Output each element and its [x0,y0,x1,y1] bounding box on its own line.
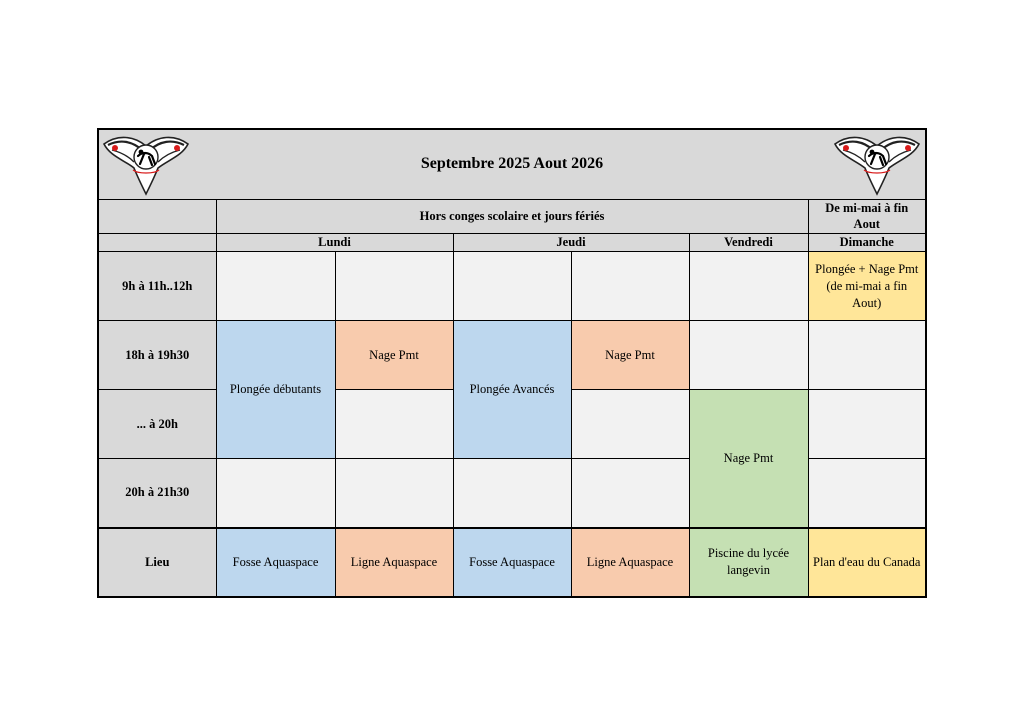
empty-cell [453,252,571,321]
lundi-nage-cell: Nage Pmt [335,321,453,390]
empty-cell [335,390,453,459]
schedule-table [97,128,927,598]
empty-cell [335,459,453,528]
empty-cell [689,252,808,321]
vendredi-nage-cell: Nage Pmt [689,390,808,528]
time-label-2030: 20h à 21h30 [98,459,216,528]
corner-cell [98,199,216,234]
group-header: Hors conges scolaire et jours fériés [216,199,808,234]
empty-cell [335,252,453,321]
scuba-diver-logo-icon [831,130,923,196]
lieu-lundi-fosse: Fosse Aquaspace [216,528,335,597]
day-header-vendredi: Vendredi [689,234,808,252]
empty-cell [216,252,335,321]
lieu-label: Lieu [98,528,216,597]
time-label-morning: 9h à 11h..12h [98,252,216,321]
page-title: Septembre 2025 Aout 2026 [98,129,926,199]
day-header-dimanche: Dimanche [808,234,926,252]
empty-cell [689,321,808,390]
lieu-lundi-ligne: Ligne Aquaspace [335,528,453,597]
empty-cell [453,459,571,528]
jeudi-plongee-cell: Plongée Avancés [453,321,571,459]
empty-cell [571,390,689,459]
lieu-vendredi: Piscine du lycée langevin [689,528,808,597]
lieu-jeudi-ligne: Ligne Aquaspace [571,528,689,597]
lieu-jeudi-fosse: Fosse Aquaspace [453,528,571,597]
time-label-1800: 18h à 19h30 [98,321,216,390]
empty-cell [808,390,926,459]
season-header: De mi-mai à fin Aout [808,199,926,234]
empty-cell [571,459,689,528]
jeudi-nage-cell: Nage Pmt [571,321,689,390]
day-header-jeudi: Jeudi [453,234,689,252]
lundi-plongee-cell: Plongée débutants [216,321,335,459]
dimanche-plongee-cell: Plongée + Nage Pmt (de mi-mai a fin Aout) [808,252,926,321]
day-header-lundi: Lundi [216,234,453,252]
empty-cell [808,321,926,390]
time-label-2000: ... à 20h [98,390,216,459]
lieu-dimanche: Plan d'eau du Canada [808,528,926,597]
day-header-corner [98,234,216,252]
empty-cell [216,459,335,528]
empty-cell [571,252,689,321]
scuba-diver-logo-icon [100,130,192,196]
empty-cell [808,459,926,528]
